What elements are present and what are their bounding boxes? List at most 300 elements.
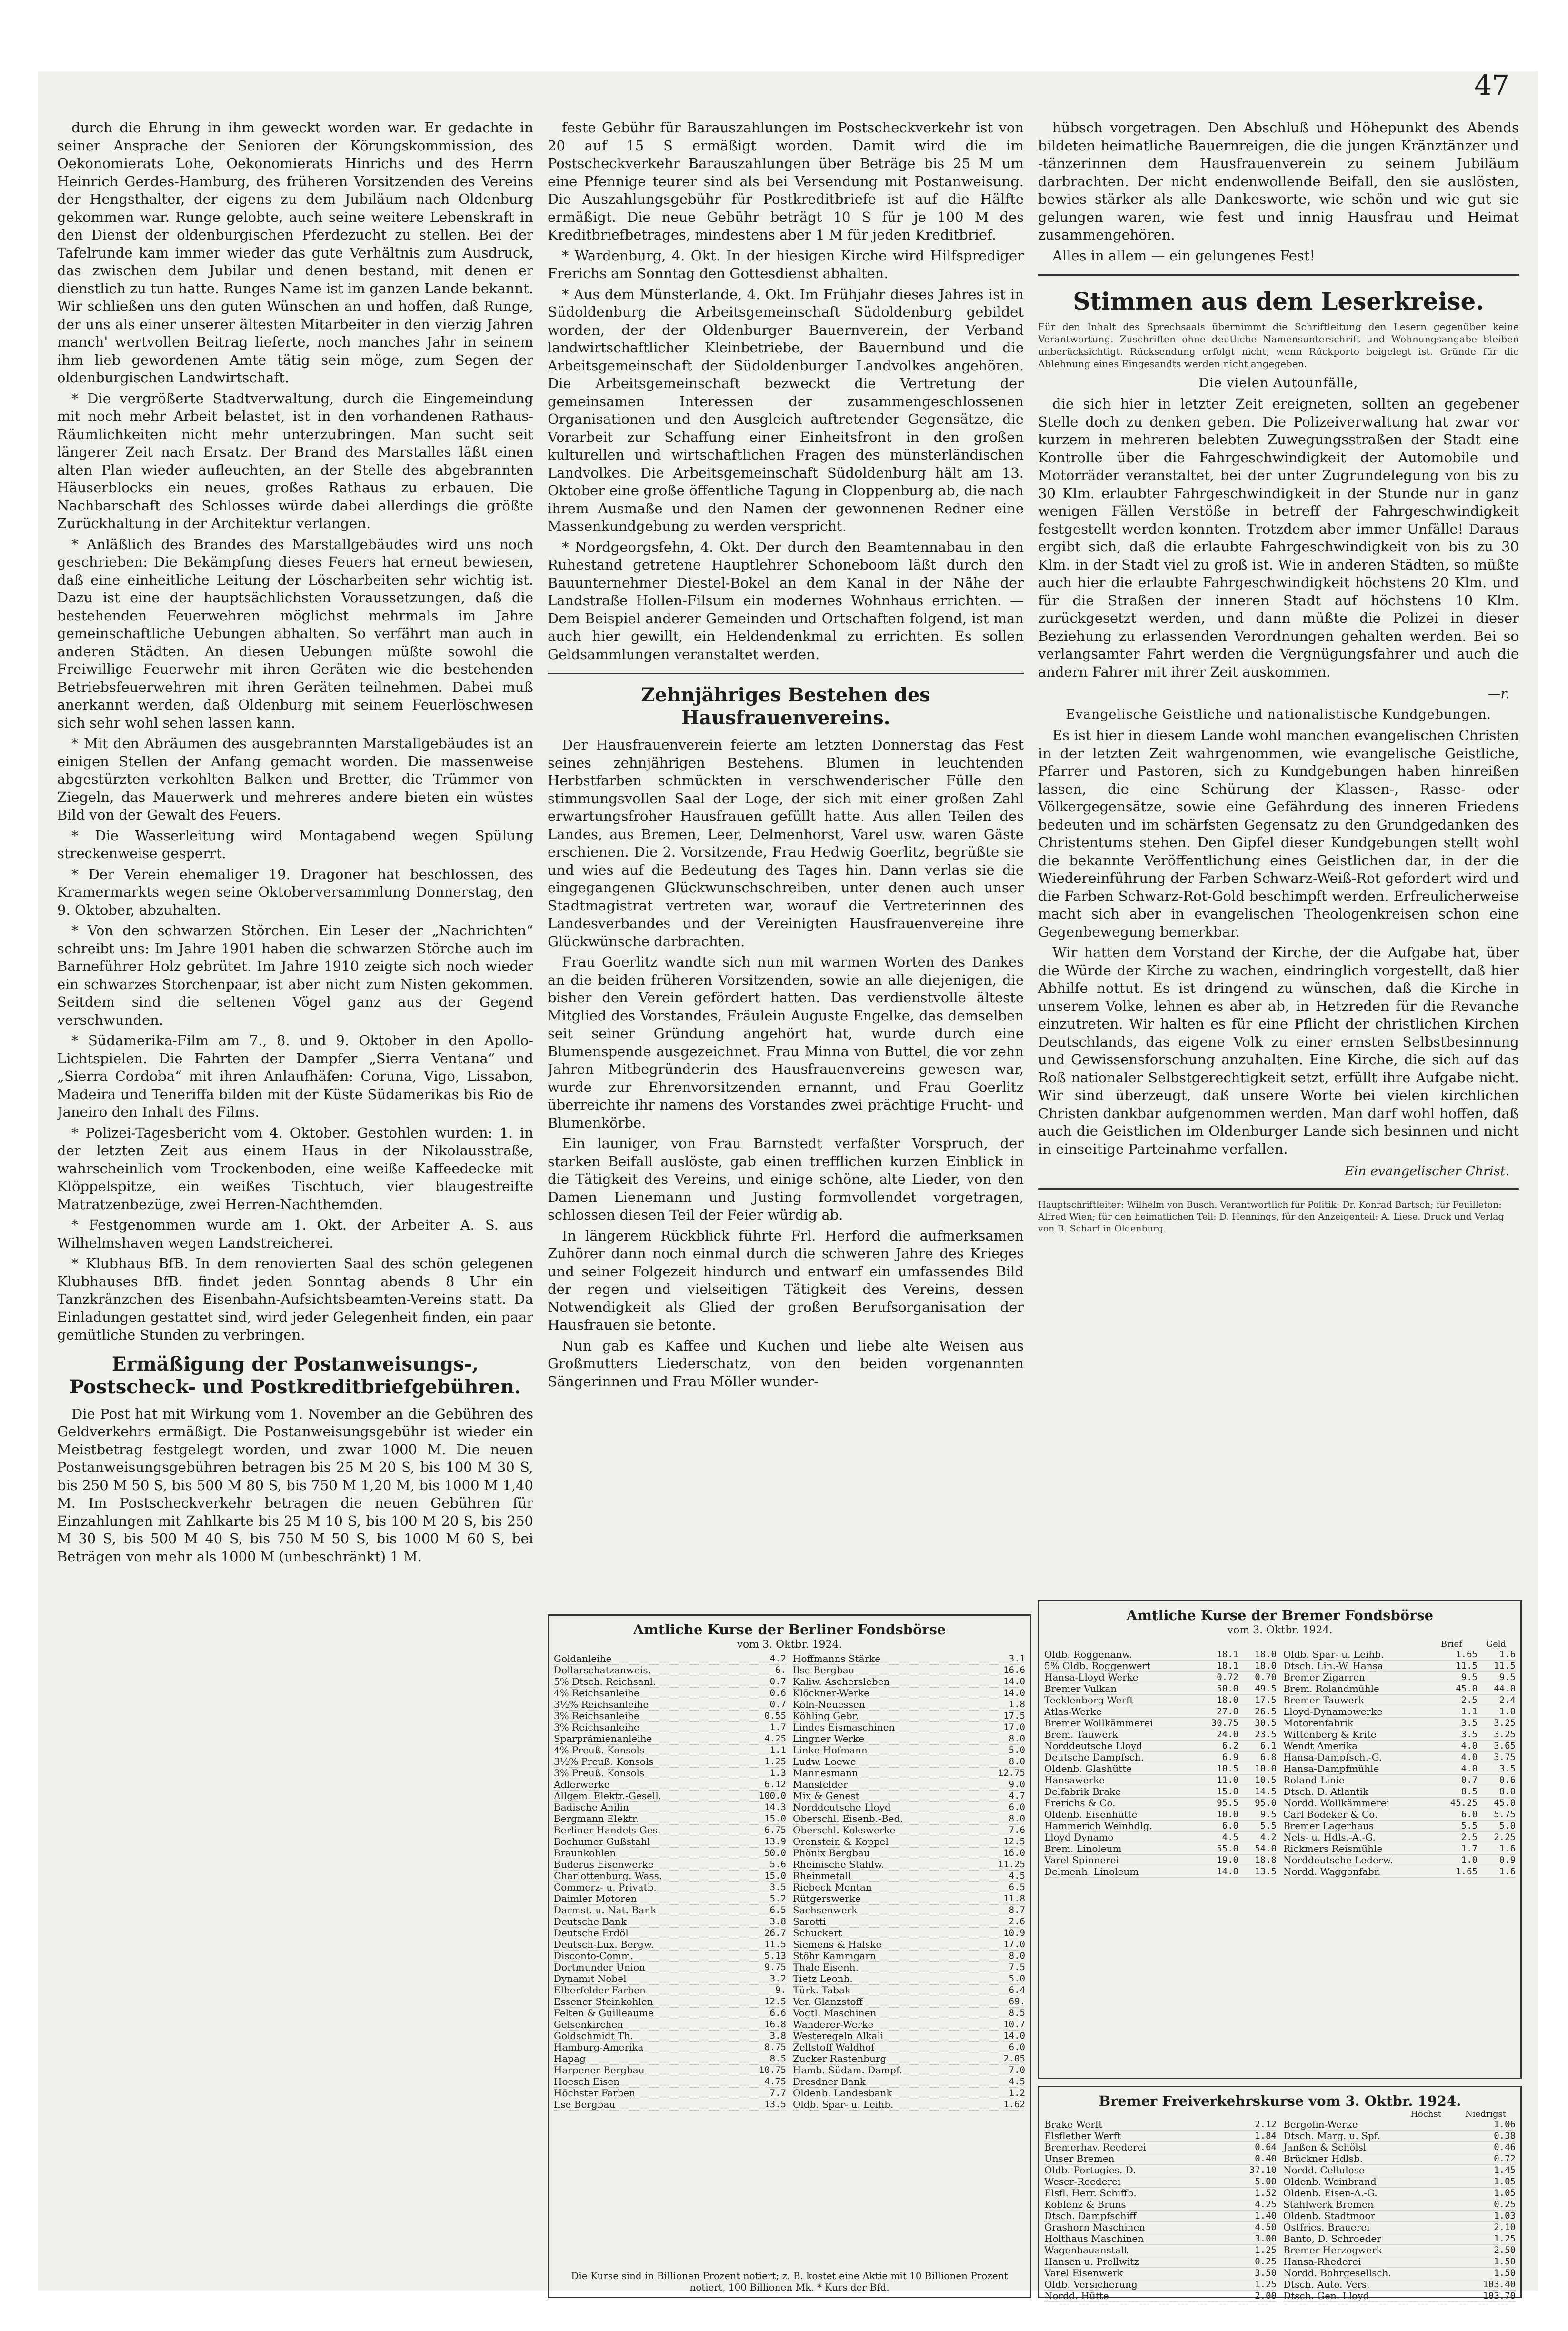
- quote-value: 14.0: [1003, 1688, 1025, 1698]
- quote-name: Delmenh. Linoleum: [1044, 1866, 1139, 1877]
- quote-value: 16.6: [1003, 1665, 1025, 1675]
- quote-row: [793, 1825, 1025, 1836]
- quote-name: Oldb.-Portugies. D.: [1044, 2164, 1136, 2176]
- quote-name: Höchster Farben: [554, 2087, 636, 2099]
- quote-name: Thale Eisenh.: [793, 1961, 859, 1973]
- quote-name: Klöckner-Werke: [793, 1687, 869, 1699]
- quote-row: [1044, 2176, 1277, 2188]
- quote-name: Carl Bödeker & Co.: [1283, 1809, 1378, 1820]
- quote-name: Oldenb. Stadtmoor: [1283, 2210, 1375, 2221]
- quote-value: 9.0: [1009, 1779, 1025, 1790]
- quote-value: 0.6: [769, 1688, 786, 1698]
- quote-value: 11.5: [764, 1939, 786, 1950]
- quote-row: [1283, 1821, 1516, 1832]
- freiverkehr-table: [1038, 2086, 1522, 2301]
- quote-name: Hoesch Eisen: [554, 2076, 619, 2087]
- quote-name: Brem. Tauwerk: [1044, 1729, 1118, 1740]
- frei-left-col: [1044, 2119, 1277, 2302]
- article-rathaus: * Die vergrößerte Stadtverwaltung, durch die Eingemeindung mit noch mehr Arbeit belastet, ist in den vorhandenen Rathaus-Räumlichkeiten nicht mehr unterzubringen. Man sucht seit längerer Zeit nach Ersatz. Der Brand des Marstalles läßt einen alten Plan wieder aufleuchten, an der Stelle des abgebrannten Häuserblocks ein neues, großes Rathaus zu erbauen. Die Nachbarschaft des Schlosses würde dabei allerdings die größte Zurückhaltung in der Architektur verlangen.: [57, 390, 533, 531]
- quote-name: Elsflether Werft: [1044, 2130, 1121, 2141]
- letter-geistliche-2: Wir hatten dem Vorstand der Kirche, der die Aufgabe hat, über die Würde der Kirche zu wachen, eindringlich vorgestellt, daß hier Abhilfe nottut. Es ist dringend zu wünschen, daß die Kirche in unserem Volke, lehnen es aber ab, in Hetzreden für die Revanche einzutreten. Wir halten es für eine Pflicht der christlichen Kirchen Deutschlands, das eigene Volk zu einer ernsten Selbstbesinnung und Gewissensforschung anzuhalten. Eine Kirche, die sich auf das Roß nationaler Selbstgerechtigkeit setzt, erfüllt ihre Aufgabe nicht. Wir sind überzeugt, daß unsere Worte bei vielen kirchlichen Christen dankbar aufgenommen werden. Man darf wohl hoffen, daß auch die Geistlichen im Oldenburger Lande sich besinnen und nicht in einseitige Parteinahme verfallen.: [1038, 944, 1519, 1157]
- quote-name: Brückner Hdlsb.: [1283, 2153, 1363, 2164]
- quote-name: Mansfelder: [793, 1779, 848, 1790]
- quote-value: 1.25: [1255, 2245, 1277, 2255]
- quote-value: 1.05: [1494, 2176, 1516, 2187]
- quote-row: [1283, 1809, 1516, 1821]
- quote-name: Brem. Rolandmühle: [1283, 1683, 1379, 1694]
- quote-name: Darmst. u. Nat.-Bank: [554, 1904, 657, 1916]
- quote-name: Atlas-Werke: [1044, 1706, 1102, 1717]
- quote-row: [554, 1882, 786, 1893]
- quote-row: [793, 2088, 1025, 2099]
- quote-value: 3.8: [769, 2031, 786, 2041]
- quote-name: Bergolin-Werke: [1283, 2119, 1358, 2130]
- quote-value: 4.5: [1009, 2076, 1025, 2087]
- quote-value: 11.5: [1494, 1661, 1516, 1671]
- quote-row: [554, 1905, 786, 1916]
- column-3: [1038, 119, 1519, 1595]
- berlin-title: Amtliche Kurse der Berliner Fondsbörse: [633, 1621, 946, 1638]
- quote-name: Sparprämienanleihe: [554, 1733, 652, 1744]
- quote-row: [1283, 2211, 1516, 2222]
- quote-name: Braunkohlen: [554, 1847, 616, 1859]
- quote-row: [1044, 2153, 1277, 2165]
- quote-value: 16.8: [764, 2019, 786, 2030]
- article-marstall: * Mit den Abräumen des ausgebrannten Marstallgebäudes ist an einigen Stellen der Anfang gemacht worden. Die massenweise abgestürzten verkohlten Balken und Bretter, die Trümmer von Ziegeln, das Mauerwerk und mehreres andere bieten ein wüstes Bild von der Gewalt des Feuers.: [57, 735, 533, 823]
- quote-name: Zellstoff Waldhof: [793, 2041, 875, 2053]
- quote-row: [1283, 1763, 1516, 1775]
- quote-row: [554, 2019, 786, 2031]
- quote-name: Nels- u. Hdls.-A.-G.: [1283, 1831, 1376, 1843]
- quote-value: 18.8: [1255, 1855, 1277, 1865]
- quote-value: 5.75: [1494, 1809, 1516, 1820]
- quote-value: 1.84: [1255, 2131, 1277, 2141]
- berlin-date: vom 3. Oktbr. 1924.: [737, 1639, 842, 1651]
- quote-name: Oldenb. Weinbrand: [1283, 2176, 1377, 2187]
- berlin-stock-table: [548, 1614, 1031, 2298]
- quote-value: 5.5: [1260, 1821, 1277, 1831]
- quote-row: [1283, 2256, 1516, 2268]
- quote-row: [554, 1848, 786, 1859]
- quote-name: Lloyd Dynamo: [1044, 1831, 1114, 1843]
- quote-value: 5.5: [1461, 1821, 1478, 1831]
- quote-name: Westeregeln Alkali: [793, 2030, 884, 2041]
- quote-row: [554, 2008, 786, 2019]
- quote-value: 0.38: [1494, 2131, 1516, 2141]
- quote-name: Hansa-Rhederei: [1283, 2256, 1361, 2267]
- quote-name: Stahlwerk Bremen: [1283, 2199, 1374, 2210]
- quote-name: Koblenz & Bruns: [1044, 2199, 1126, 2210]
- quote-value: 95.0: [1255, 1798, 1277, 1808]
- quote-row: [793, 1676, 1025, 1688]
- quote-value: 9.5: [1499, 1672, 1516, 1682]
- quote-value: 3.5: [1499, 1763, 1516, 1774]
- quote-value: 9.: [775, 1985, 786, 1995]
- quote-name: Bremer Lagerhaus: [1283, 1820, 1374, 1831]
- quote-row: [554, 2065, 786, 2076]
- quote-value: 10.5: [1255, 1775, 1277, 1785]
- quote-value: 0.46: [1494, 2142, 1516, 2152]
- quote-value: 6.12: [764, 1779, 786, 1790]
- quote-row: [1044, 1809, 1277, 1821]
- quote-value: 3.50: [1255, 2268, 1277, 2278]
- quote-value: 5.0: [1009, 1973, 1025, 1984]
- quote-row: [554, 1916, 786, 1928]
- quote-value: 10.5: [1217, 1763, 1238, 1774]
- quote-name: Essener Steinkohlen: [554, 1996, 653, 2007]
- quote-row: [1044, 2256, 1277, 2268]
- quote-value: 1.25: [764, 1756, 786, 1767]
- quote-value: 10.9: [1003, 1928, 1025, 1938]
- quote-name: Harpener Bergbau: [554, 2064, 645, 2076]
- quote-row: [1044, 1672, 1277, 1683]
- quote-row: [554, 1756, 786, 1768]
- quote-row: [1283, 2119, 1516, 2131]
- quote-name: Dtsch. Auto. Vers.: [1283, 2279, 1370, 2290]
- quote-name: Bremer Herzogwerk: [1283, 2244, 1382, 2256]
- quote-row: [554, 1699, 786, 1711]
- quote-value: 27.0: [1217, 1706, 1238, 1717]
- bremen-col-header: [1039, 1639, 1520, 1649]
- article-klubhaus: * Klubhaus BfB. In dem renovierten Saal des schön gelegenen Klubhauses BfB. findet jeden Sonntag abends 8 Uhr ein Tanzkränzchen des Eisenbahn-Aufsichtsbeamten-Vereins statt. Da Einladungen gestattet sind, wird jeder Gelegenheit finden, ein paar gemütliche Stunden zu verbringen.: [57, 1255, 533, 1343]
- quote-value: 1.8: [1009, 1699, 1025, 1710]
- quote-row: [1283, 1718, 1516, 1729]
- header-hoechst: Höchst: [1410, 2109, 1441, 2119]
- article-suedamerika-film: * Südamerika-Film am 7., 8. und 9. Oktober in den Apollo-Lichtspielen. Die Fahrten der Dampfer „Sierra Ventana“ und „Sierra Cordoba“ mit ihren Anlaufhäfen: Coruna, Vigo, Lissabon, Madeira und Teneriffa bilden mit der Küste Südamerikas bis Rio de Janeiro den Inhalt des Films.: [57, 1032, 533, 1120]
- quote-name: Deutsche Bank: [554, 1916, 627, 1927]
- quote-row: [554, 1985, 786, 1996]
- quote-row: [1044, 1775, 1277, 1786]
- quote-row: [1044, 1866, 1277, 1878]
- quote-name: Dtsch. Lin.-W. Hansa: [1283, 1660, 1383, 1671]
- quote-row: [554, 1871, 786, 1882]
- article-muensterland: * Aus dem Münsterlande, 4. Okt. Im Frühjahr dieses Jahres ist in Südoldenburg die Arbeitsgemeinschaft Südoldenburg gebildet worden, der der Oldenburger Bauernverein, der Verband landwirtschaftlicher Kleinbetriebe, der Bauernbund und die Arbeitsgemeinschaft der Südoldenburger Landvolkes angehören. Die Arbeitsgemeinschaft bezweckt die Vertretung der gemeinsamen Interessen der zusammengeschlossenen Organisationen und den Ausgleich auftretender Gegensätze, die Vorarbeit zur Schaffung einer Einheitsfront in den großen kulturellen und wirtschaftlichen Fragen des münsterländischen Landvolkes. Die Arbeitsgemeinschaft Südoldenburg hält am 13. Oktober eine große öffentliche Tagung in Cloppenburg ab, die nach ihrem Ausmaße und den Namen der gewonnenen Redner eine Massenkundgebung zu werden verspricht.: [548, 286, 1024, 534]
- quote-value: 18.1: [1217, 1661, 1238, 1671]
- quote-name: Stöhr Kammgarn: [793, 1950, 876, 1961]
- quote-name: Hansa-Dampfmühle: [1283, 1763, 1379, 1774]
- quote-value: 5.00: [1255, 2176, 1277, 2187]
- quote-value: 2.12: [1255, 2119, 1277, 2130]
- article-stoerche: * Von den schwarzen Störchen. Ein Leser der „Nachrichten“ schreibt uns: Im Jahre 1901 haben die schwarzen Störche auch im Barneführer Holz gebrütet. Im Jahre 1910 zeigte sich noch wieder ein schwarzes Storchenpaar, ist aber nicht zum Nisten gekommen. Seitdem sind die seltenen Vögel ganz aus der Gegend verschwunden.: [57, 922, 533, 1028]
- quote-name: Wanderer-Werke: [793, 2019, 874, 2030]
- quote-value: 23.5: [1255, 1729, 1277, 1740]
- quote-name: Lindes Eismaschinen: [793, 1721, 895, 1733]
- quote-row: [793, 2031, 1025, 2042]
- quote-row: [1044, 2222, 1277, 2233]
- quote-name: Sachsenwerk: [793, 1904, 858, 1916]
- quote-value: 9.5: [1461, 1672, 1478, 1682]
- quote-row: [793, 2042, 1025, 2053]
- quote-name: Hansa-Dampfsch.-G.: [1283, 1751, 1382, 1763]
- quote-value: 3.25: [1494, 1729, 1516, 1740]
- article-hausfrauen-1: Der Hausfrauenverein feierte am letzten Donnerstag das Fest seines zehnjährigen Bestehens. Blumen in leuchtenden Herbstfarben schmückten in verschwenderischer Fülle den stimmungsvollen Saal der Loge, der sich mit einer großen Zahl erwartungsfroher Hausfrauen gefüllt hatte. Aus allen Teilen des Landes, aus Bremen, Leer, Delmenhorst, Varel usw. waren Gäste erschienen. Die 2. Vorsitzende, Frau Hedwig Goerlitz, begrüßte sie und wies auf die Bedeutung des Tages hin. Dann verlas sie die eingegangenen Glückwunschschreiben, unter denen auch unser Stadtmagistrat vertreten war, worauf die Vertreterinnen des Landesverbandes und der Vereinigten Hausfrauenvereine ihre Glückwünsche darbrachten.: [548, 737, 1024, 950]
- quote-value: 10.7: [1003, 2019, 1025, 2030]
- quote-value: 9.5: [1260, 1809, 1277, 1820]
- quote-value: 0.70: [1255, 1672, 1277, 1682]
- quote-row: [1283, 1729, 1516, 1741]
- quote-name: Goldanleihe: [554, 1653, 612, 1664]
- quote-value: 3.00: [1255, 2233, 1277, 2244]
- quote-row: [793, 1973, 1025, 1985]
- quote-value: 11.8: [1003, 1893, 1025, 1904]
- quote-value: 6.0: [1222, 1821, 1238, 1831]
- quote-row: [554, 2042, 786, 2053]
- quote-name: Lloyd-Dynamowerke: [1283, 1706, 1383, 1717]
- quote-name: 3% Reichsanleihe: [554, 1721, 639, 1733]
- quote-row: [1044, 2142, 1277, 2153]
- quote-value: 2.5: [1461, 1832, 1478, 1842]
- quote-name: Dollarschatzanweis.: [554, 1664, 651, 1676]
- quote-value: 1.0: [1499, 1706, 1516, 1717]
- quote-row: [554, 1951, 786, 1962]
- quote-name: Ilse Bergbau: [554, 2099, 616, 2110]
- quote-value: 0.25: [1494, 2199, 1516, 2210]
- quote-value: 6.5: [769, 1905, 786, 1915]
- quote-value: 10.0: [1255, 1763, 1277, 1774]
- header-brief: Brief: [1440, 1639, 1462, 1649]
- quote-name: 4% Preuß. Konsols: [554, 1744, 645, 1756]
- quote-value: 1.65: [1456, 1649, 1478, 1660]
- quote-name: Elsfl. Herr. Schiffb.: [1044, 2187, 1137, 2199]
- quote-value: 7.0: [1009, 2065, 1025, 2075]
- quote-value: 0.40: [1255, 2153, 1277, 2164]
- quote-value: 0.7: [1461, 1775, 1478, 1785]
- quote-value: 0.72: [1494, 2153, 1516, 2164]
- quote-row: [1044, 1752, 1277, 1763]
- quote-row: [793, 1711, 1025, 1722]
- quote-name: Köln-Neuessen: [793, 1699, 865, 1710]
- quote-row: [1283, 2142, 1516, 2153]
- quote-value: 6.: [775, 1665, 786, 1675]
- quote-value: 14.0: [1217, 1866, 1238, 1877]
- quote-row: [793, 1779, 1025, 1791]
- quote-value: 4.5: [1009, 1871, 1025, 1881]
- quote-row: [554, 1653, 786, 1665]
- signature-r: —r.: [1488, 687, 1509, 701]
- quote-row: [1044, 1741, 1277, 1752]
- quote-value: 2.25: [1494, 1832, 1516, 1842]
- quote-value: 8.0: [1499, 1786, 1516, 1797]
- quote-row: [1044, 2199, 1277, 2211]
- quote-row: [1283, 2245, 1516, 2256]
- article-hausfrauen-5: Nun gab es Kaffee und Kuchen und liebe alte Weisen aus Großmutters Liederschatz, von den beiden vorgenannten Sängerinnen und Frau Möller wunder-: [548, 1337, 1024, 1390]
- quote-value: 0.55: [764, 1711, 786, 1721]
- article-festgenommen: * Festgenommen wurde am 1. Okt. der Arbeiter A. S. aus Wilhelmshaven wegen Landstreicherei.: [57, 1217, 533, 1251]
- quote-row: [554, 1688, 786, 1699]
- article-wardenburg: * Wardenburg, 4. Okt. In der hiesigen Kirche wird Hilfsprediger Frerichs am Sonntag den Gottesdienst abhalten.: [548, 247, 1024, 281]
- quote-name: Hammerich Weinhdlg.: [1044, 1820, 1152, 1831]
- quote-name: Wittenberg & Krite: [1283, 1729, 1377, 1740]
- quote-row: [793, 2099, 1025, 2111]
- quote-name: Goldschmidt Th.: [554, 2030, 633, 2041]
- quote-name: 3½% Reichsanleihe: [554, 1699, 649, 1710]
- quote-name: Hamburg-Amerika: [554, 2041, 644, 2053]
- quote-value: 17.0: [1003, 1939, 1025, 1950]
- quote-value: 3.2: [769, 1973, 786, 1984]
- quote-value: 50.0: [764, 1848, 786, 1858]
- letter-autounfaelle: die sich hier in letzter Zeit ereigneten, sollten an gegebener Stelle doch zu denken geben. Die Polizeiverwaltung hat zwar vor kurzem in mehreren belebten Zuwegungsstraßen der Stadt eine Kontrolle über die Fahrgeschwindigkeit der Automobile und Motorräder veranstaltet, bei der unter Zugrundelegung von bis zu 30 Klm. erlaubter Fahrgeschwindigkeit in der Stunde nur in ganz wenigen Fällen Verstöße in betreff der Fahrgeschwindigkeit festgestellt werden konnten. Trotzdem aber immer Unfälle! Daraus ergibt sich, daß die erlaubte Fahrgeschwindigkeit von bis zu 30 Klm. in der Stadt viel zu groß ist. Wie in anderen Städten, so müßte auch hier die erlaubte Fahrgeschwindigkeit höchstens 20 Klm. und für die Straßen der inneren Stadt auf höchstens 10 Klm. zurückgesetzt werden, und dann müßte die Polizei in dieser Beziehung zu erlassenden Verordnungen gehalten werden. Bei so verlangsamter Fahrt werden die Vergnügungsfahrer und auch die andern Fahrer mit ihrer Zeit auskommen.: [1038, 396, 1519, 680]
- quote-value: 6.8: [1260, 1752, 1277, 1762]
- quote-value: 18.0: [1255, 1661, 1277, 1671]
- quote-name: Gelsenkirchen: [554, 2019, 624, 2030]
- divider: [1038, 1188, 1519, 1190]
- quote-name: Rütgerswerke: [793, 1893, 861, 1904]
- quote-row: [1283, 2188, 1516, 2199]
- quote-value: 12.75: [998, 1768, 1025, 1778]
- quote-name: 5% Oldb. Roggenwert: [1044, 1660, 1151, 1671]
- quote-value: 14.5: [1255, 1786, 1277, 1797]
- page-number: 47: [1474, 69, 1509, 101]
- article-dragoner: * Der Verein ehemaliger 19. Dragoner hat beschlossen, des Kramermarkts wegen seine Oktoberversammlung Donnerstag, den 9. Oktober, abzuhalten.: [57, 866, 533, 918]
- quote-value: 6.6: [769, 2008, 786, 2018]
- quote-name: Orenstein & Koppel: [793, 1836, 889, 1847]
- article-feuerwehr: * Anläßlich des Brandes des Marstallgebäudes wird uns noch geschrieben: Die Bekämpfung dieses Feuers hat erneut bewiesen, daß eine einheitliche Leitung der Löscharbeiten sehr wichtig ist. Dazu ist eine der hauptsächlichsten Voraussetzungen, daß die bestehenden Feuerwehren möglichst mehrmals im Jahre gemeinschaftliche Uebungen abhalten. So verfährt man auch in anderen Städten. An diesen Uebungen müßte sowohl die Freiwillige Feuerwehr mit ihren Geräten wie die bestehenden Betriebsfeuerwehren mit ihren Geräten teilnehmen. Dabei muß anerkannt werden, daß Oldenburg mit seinem Feuerlöschwesen sich sehr wohl sehen lassen kann.: [57, 536, 533, 731]
- quote-name: 3% Reichsanleihe: [554, 1710, 639, 1721]
- quote-row: [1283, 2199, 1516, 2211]
- quote-name: Buderus Eisenwerke: [554, 1859, 654, 1870]
- quote-value: 6.0: [1009, 2042, 1025, 2052]
- quote-row: [793, 1768, 1025, 1779]
- bremen-title: Amtliche Kurse der Bremer Fondsbörse: [1126, 1607, 1434, 1623]
- quote-name: Janßen & Schölsl: [1283, 2141, 1367, 2153]
- quote-name: Lingner Werke: [793, 1733, 865, 1744]
- quote-value: 103.40: [1483, 2279, 1516, 2290]
- quote-name: Hapag: [554, 2053, 586, 2064]
- quote-name: Dortmunder Union: [554, 1961, 646, 1973]
- quote-value: 3.5: [1461, 1718, 1478, 1728]
- quote-value: 1.03: [1494, 2211, 1516, 2221]
- quote-value: 11.5: [1456, 1661, 1478, 1671]
- quote-value: 11.25: [998, 1859, 1025, 1870]
- quote-value: 1.6: [1499, 1843, 1516, 1854]
- quote-row: [793, 2019, 1025, 2031]
- quote-row: [793, 1733, 1025, 1745]
- article-wasserleitung: * Die Wasserleitung wird Montagabend wegen Spülung streckenweise gesperrt.: [57, 827, 533, 861]
- quote-value: 1.2: [1009, 2088, 1025, 2098]
- quote-name: Mannesmann: [793, 1767, 858, 1779]
- quote-name: Dtsch. Gen. Lloyd: [1283, 2290, 1369, 2301]
- quote-name: Bergmann Elektr.: [554, 1813, 639, 1824]
- quote-row: [793, 1905, 1025, 1916]
- quote-name: Wagenbauanstalt: [1044, 2244, 1128, 2256]
- quote-row: [793, 2076, 1025, 2088]
- quote-value: 17.5: [1003, 1711, 1025, 1721]
- quote-row: [1044, 1832, 1277, 1843]
- quote-row: [793, 1791, 1025, 1802]
- quote-name: Bochumer Gußstahl: [554, 1836, 650, 1847]
- quote-value: 13.5: [764, 2099, 786, 2110]
- quote-row: [554, 1973, 786, 1985]
- quote-value: 7.7: [769, 2088, 786, 2098]
- quote-row: [1283, 1683, 1516, 1695]
- quote-value: 0.7: [769, 1676, 786, 1687]
- quote-value: 6.4: [1009, 1985, 1025, 1995]
- quote-value: 1.1: [1461, 1706, 1478, 1717]
- quote-value: 14.0: [1003, 2031, 1025, 2041]
- quote-row: [554, 1813, 786, 1825]
- quote-value: 19.0: [1217, 1855, 1238, 1865]
- quote-name: Ludw. Loewe: [793, 1756, 856, 1767]
- quote-row: [1044, 1855, 1277, 1866]
- article-hausfrauen-end: hübsch vorgetragen. Den Abschluß und Höhepunkt des Abends bildeten heimatliche Bauernreigen, die die jungen Kränztänzer und -tänzerinnen dem Hausfrauenverein zu seinem Jubiläum darbrachten. Der nicht endenwollende Beifall, den sie auslösten, bewies stärker als alle Dankesworte, wie schön und wie gut sie gelungen waren, wie fest und innig Hausfrau und Heimat zusammengehören.: [1038, 120, 1519, 243]
- quote-value: 30.5: [1255, 1718, 1277, 1728]
- quote-value: 2.05: [1003, 2053, 1025, 2064]
- quote-value: 4.0: [1461, 1763, 1478, 1774]
- quote-row: [793, 1836, 1025, 1848]
- quote-value: 8.5: [1009, 2008, 1025, 2018]
- quote-row: [554, 1722, 786, 1733]
- quote-value: 15.0: [764, 1813, 786, 1824]
- quote-row: [1283, 2165, 1516, 2176]
- quote-value: 6.9: [1222, 1752, 1238, 1762]
- quote-row: [554, 1836, 786, 1848]
- quote-value: 0.9: [1499, 1855, 1516, 1865]
- quote-name: Phönix Bergbau: [793, 1847, 870, 1859]
- berlin-footnote: Die Kurse sind in Billionen Prozent notiert; z. B. kostet eine Aktie mit 10 Billionen Prozent notiert, 100 Billionen Mk. * Kurs der Bfd.: [571, 2270, 1008, 2293]
- quote-row: [1044, 2165, 1277, 2176]
- quote-value: 8.0: [1009, 1813, 1025, 1824]
- quote-name: Deutsch-Lux. Bergw.: [554, 1939, 654, 1950]
- quote-row: [793, 1871, 1025, 1882]
- quote-name: 3½% Preuß. Konsols: [554, 1756, 654, 1767]
- quote-row: [554, 1825, 786, 1836]
- quote-row: [1283, 1832, 1516, 1843]
- quote-row: [554, 2099, 786, 2111]
- quote-row: [1283, 1672, 1516, 1683]
- quote-row: [793, 1928, 1025, 1939]
- quote-row: [1283, 2222, 1516, 2233]
- quote-name: Zucker Rastenburg: [793, 2053, 887, 2064]
- heading-hausfrauenverein: Zehnjähriges Bestehen des Hausfrauenvereins.: [641, 684, 930, 729]
- frei-title: Bremer Freiverkehrskurse vom 3. Oktbr. 1924.: [1099, 2093, 1461, 2109]
- quote-name: Rickmers Reismühle: [1283, 1843, 1383, 1854]
- quote-value: 4.50: [1255, 2222, 1277, 2232]
- quote-name: 3% Preuß. Konsols: [554, 1767, 645, 1779]
- quote-value: 24.0: [1217, 1729, 1238, 1740]
- quote-row: [793, 1699, 1025, 1711]
- quote-value: 4.25: [1255, 2199, 1277, 2210]
- quote-name: Hansa-Lloyd Werke: [1044, 1671, 1139, 1683]
- quote-name: Bremer Wollkämmerei: [1044, 1717, 1153, 1729]
- quote-value: 6.2: [1222, 1741, 1238, 1751]
- quote-row: [1283, 1649, 1516, 1661]
- quote-value: 49.5: [1255, 1683, 1277, 1694]
- article-runge: durch die Ehrung in ihm geweckt worden war. Er gedachte in seiner Ansprache der Senioren der Körungskommission, des Oekonomierats Lohe, Oekonomierats Hinrichs und des Herrn Heinrich Gerdes-Hamburg, des früheren Vorsitzenden des Vereins der Hengsthalter, der eigens zu dem Jubiläum nach Oldenburg gekommen war. Runge gelobte, auch seine weitere Lebenskraft in den Dienst der oldenburgischen Pferdezucht zu stellen. Bei der Tafelrunde kam immer wieder das gute Verhältnis zum Ausdruck, das zwischen dem Jubilar und denen bestand, mit denen er dienstlich zu tun hatte. Runges Name ist im ganzen Lande bekannt. Wir schließen uns den guten Wünschen an und hoffen, daß Runge, der uns als einer unserer ältesten Mitarbeiter in den vierzig Jahren manch' wertvollen Beitrag lieferte, noch manches Jahr in seinem ihm lieb gewordenen Amte tätig sein möge, zum Segen der oldenburgischen Landwirtschaft.: [57, 120, 533, 386]
- quote-value: 0.7: [769, 1699, 786, 1710]
- quote-value: 55.0: [1217, 1843, 1238, 1854]
- quote-value: 30.75: [1211, 1718, 1238, 1728]
- header-geld: Geld: [1486, 1639, 1506, 1649]
- quote-name: Oldenb. Landesbank: [793, 2087, 892, 2099]
- quote-name: Allgem. Elektr.-Gesell.: [554, 1790, 662, 1801]
- quote-name: Bremer Vulkan: [1044, 1683, 1117, 1694]
- quote-row: [793, 1745, 1025, 1756]
- quote-row: [554, 1859, 786, 1871]
- article-hausfrauen-2: Frau Goerlitz wandte sich nun mit warmen Worten des Dankes an die beiden früheren Vorsitzenden, sowie an alle diejenigen, die bisher den Verein gefördert hatten. Das verdienstvolle älteste Mitglied des Vorstandes, Fräulein Auguste Engelke, das demselben seit seiner Gründung angehört hat, wurde durch eine Blumenspende ausgezeichnet. Frau Minna von Buttel, die vor zehn Jahren Mitbegründerin des Hausfrauenvereins gewesen war, wurde zur Ehrenvorsitzenden ernannt, und Frau Goerlitz überreichte ihr namens des Vorstandes zwei prächtige Frucht- und Blumenkörbe.: [548, 954, 1024, 1131]
- quote-value: 8.5: [1461, 1786, 1478, 1797]
- quote-name: Dresdner Bank: [793, 2076, 866, 2087]
- bremen-left-col: [1044, 1649, 1277, 1878]
- quote-value: 3.1: [1009, 1653, 1025, 1664]
- quote-row: [554, 1676, 786, 1688]
- quote-value: 1.1: [769, 1745, 786, 1755]
- quote-row: [554, 1733, 786, 1745]
- quote-name: Linke-Hofmann: [793, 1744, 868, 1756]
- quote-name: Vogtl. Maschinen: [793, 2007, 877, 2019]
- article-fest: Alles in allem — ein gelungenes Fest!: [1052, 247, 1316, 264]
- quote-value: 1.45: [1494, 2165, 1516, 2175]
- quote-value: 0.6: [1499, 1775, 1516, 1785]
